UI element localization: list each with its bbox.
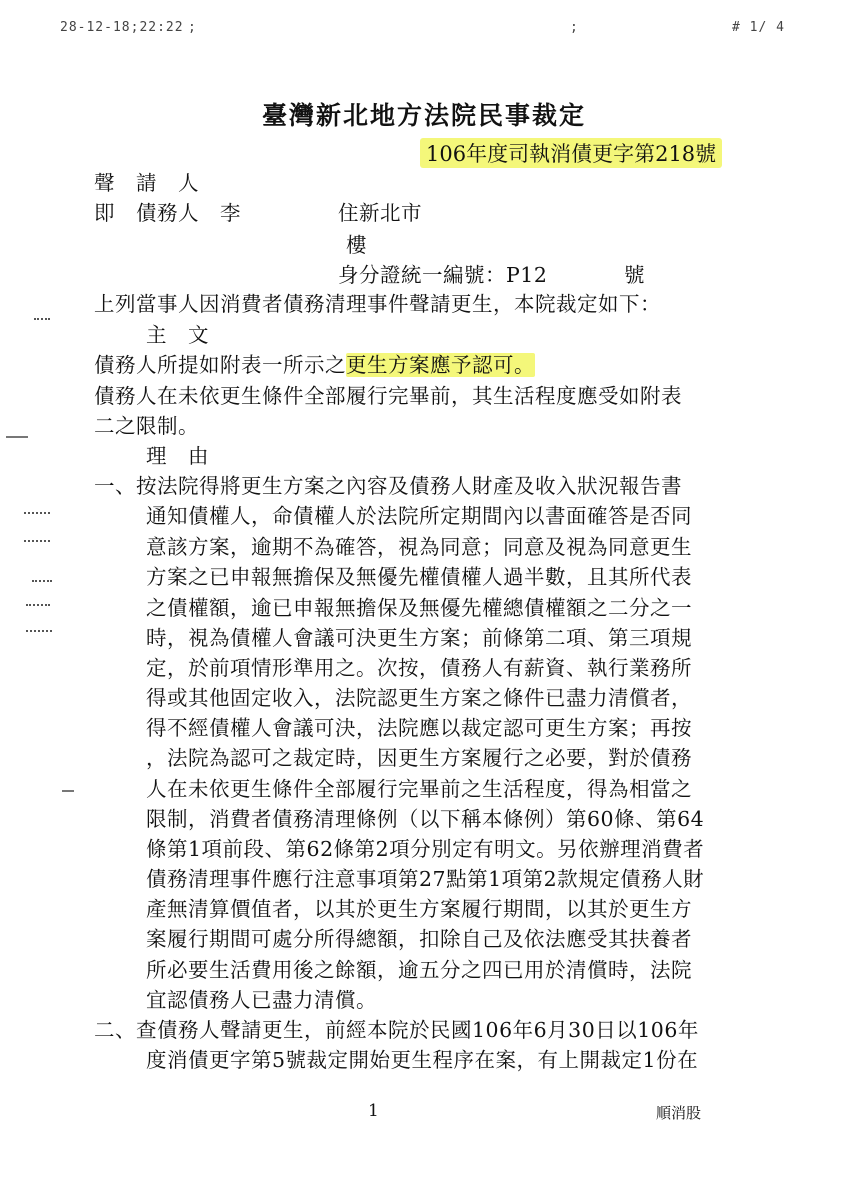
debtor-address-cont: 樓 (346, 233, 367, 257)
main-text-2b: 二之限制。 (94, 414, 199, 438)
reason-1-line: 方案之已申報無擔保及無優先權債權人過半數，且其所代表 (146, 565, 692, 589)
reason-1-line: 時，視為債權人會議可決更生方案；前條第二項、第三項規 (146, 626, 692, 650)
page-number: 1 (368, 1101, 379, 1121)
reason-1-line: ，法院為認可之裁定時，因更生方案履行之必要，對於債務 (146, 746, 692, 770)
reason-1-line: 得不經債權人會議可決，法院應以裁定認可更生方案；再按 (146, 716, 692, 740)
scan-artifact-mark (26, 604, 50, 606)
fax-mid-mark: ; (570, 20, 579, 35)
reason-2-line: 度消債更字第5號裁定開始更生程序在案，有上開裁定1份在 (146, 1048, 699, 1072)
reason-1-line: 意該方案，逾期不為確答，視為同意；同意及視為同意更生 (146, 535, 692, 559)
scan-artifact-mark (6, 436, 28, 438)
reason-1-line: 案履行期間可處分所得總額，扣除自己及依法應受其扶養者 (146, 927, 692, 951)
reason-1-line: 通知債權人，命債權人於法院所定期間內以書面確答是否同 (146, 504, 692, 528)
reason-1-line: 之債權額，逾已申報無擔保及無優先權總債權額之二分之一 (146, 596, 692, 620)
reason-1-line: 限制，消費者債務清理條例（以下稱本條例）第60條、第64 (146, 807, 705, 831)
main-text-1 (94, 350, 535, 380)
reason-1-line: 條第1項前段、第62條第2項分別定有明文。另依辦理消費者 (146, 837, 705, 861)
debtor-id: 身分證統一編號：P12 (338, 263, 548, 287)
fax-separator: ; (188, 20, 197, 35)
debtor-line: 即 債務人 李 (94, 201, 241, 225)
reason-1-line: 產無清算價值者，以其於更生方案履行期間，以其於更生方 (146, 897, 692, 921)
reason-1-line: 所必要生活費用後之餘額，逾五分之四已用於清償時，法院 (146, 958, 692, 982)
department-label: 順消股 (656, 1104, 702, 1122)
reason-1-line: 一、按法院得將更生方案之內容及債務人財產及收入狀況報告書 (94, 474, 682, 498)
fax-page-indicator: # 1/ 4 (732, 20, 785, 35)
reason-heading: 理 由 (146, 444, 209, 468)
scan-artifact-mark (32, 580, 52, 582)
debtor-address: 住新北市 (338, 201, 422, 225)
debtor-id-suffix: 號 (624, 263, 645, 287)
fax-datetime: 28-12-18;22:22 (60, 20, 184, 35)
applicant-label: 聲 請 人 (94, 171, 199, 195)
document-title: 臺灣新北地方法院民事裁定 (261, 101, 586, 130)
intro-paragraph: 上列當事人因消費者債務清理事件聲請更生，本院裁定如下： (94, 292, 661, 316)
scan-artifact-mark (24, 512, 50, 514)
reason-1-line: 定，於前項情形準用之。次按，債務人有薪資、執行業務所 (146, 656, 692, 680)
scan-artifact-mark (26, 630, 52, 632)
reason-2-line: 二、查債務人聲請更生，前經本院於民國106年6月30日以106年 (94, 1018, 699, 1042)
scan-artifact-mark (62, 790, 74, 792)
main-text-1-a: 債務人所提如附表一所示之 (94, 353, 346, 377)
main-heading: 主 文 (146, 323, 209, 347)
main-text-1-highlight: 更生方案應予認可。 (346, 353, 535, 377)
scan-artifact-mark (34, 318, 50, 320)
scan-artifact-mark (24, 540, 50, 542)
case-number: 106年度司執消債更字第218號 (420, 138, 722, 168)
reason-1-line: 人在未依更生條件全部履行完畢前之生活程度，得為相當之 (146, 777, 692, 801)
reason-1-line: 宜認債務人已盡力清償。 (146, 988, 377, 1012)
reason-1-line: 債務清理事件應行注意事項第27點第1項第2款規定債務人財 (146, 867, 705, 891)
main-text-2a: 債務人在未依更生條件全部履行完畢前，其生活程度應受如附表 (94, 384, 682, 408)
reason-1-line: 得或其他固定收入，法院認更生方案之條件已盡力清償者， (146, 686, 692, 710)
